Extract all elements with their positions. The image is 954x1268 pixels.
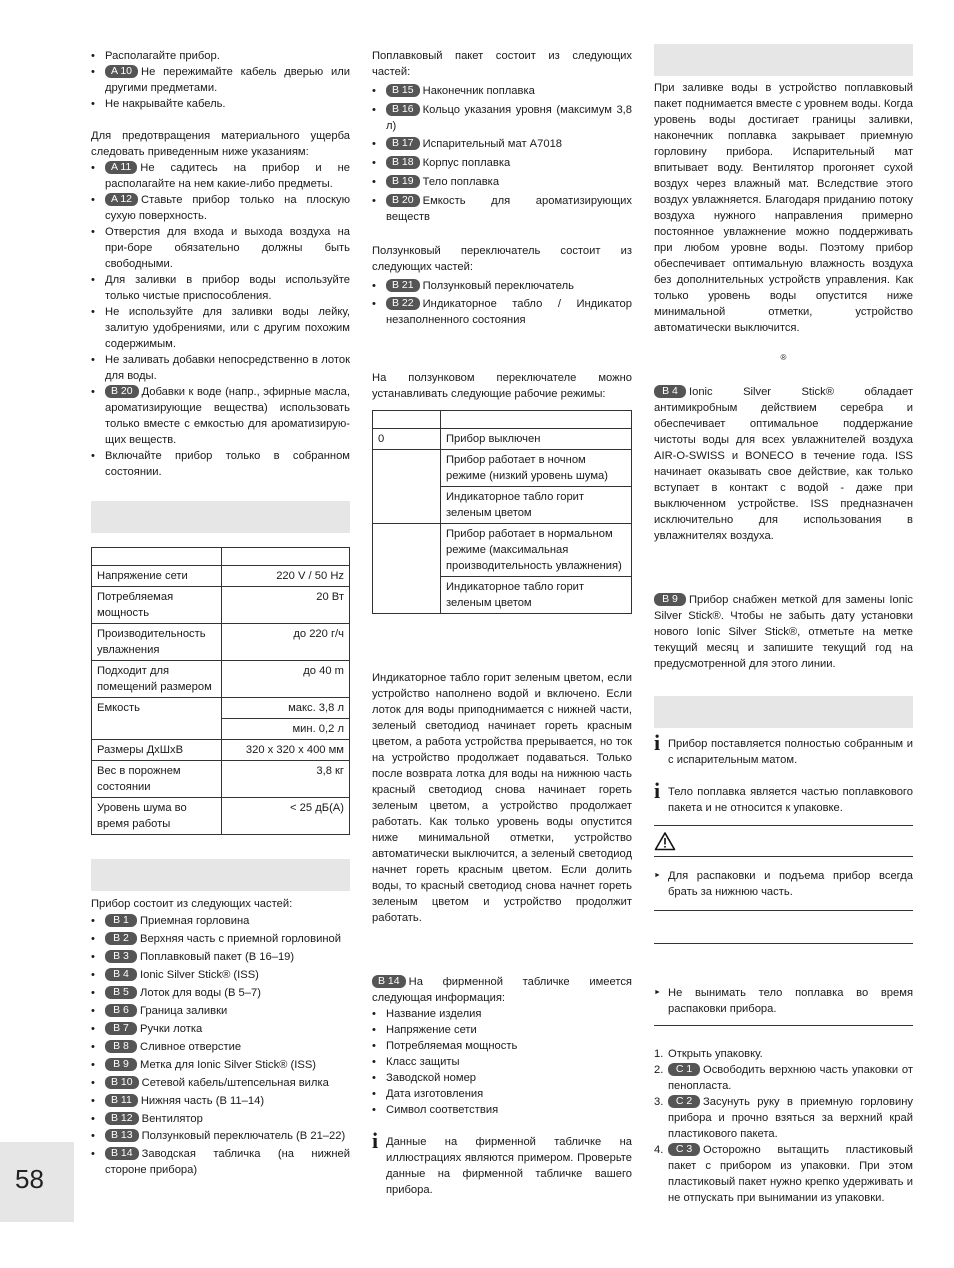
list-item: • B 1 Приемная горловина	[91, 912, 350, 930]
list-item: • Не используйте для заливки воды лейку, залитую удобрениями, или с другим похожим содержимым.	[91, 304, 350, 352]
list-item: • B 10 Сетевой кабель/штепсельная вилка	[91, 1074, 350, 1092]
list-item: • B 12 Вентилятор	[91, 1110, 350, 1128]
table-row: Уровень шума во время работы < 25 дБ(А)	[92, 798, 350, 835]
figure-ref-badge: B 18	[386, 156, 420, 169]
list-item: • B 6 Граница заливки	[91, 1002, 350, 1020]
switch-parts-list	[372, 278, 632, 328]
float-intro: Поплавковый пакет состоит из следующих частей:	[372, 50, 632, 78]
figure-ref-badge: B 19	[386, 175, 420, 188]
info-icon: i	[654, 778, 661, 803]
list-item: • Дата изготовления	[372, 1086, 632, 1102]
list-item: • B 9 Метка для Ionic Silver Stick® (ISS)	[91, 1056, 350, 1074]
list-item: • Не накрывайте кабель.	[91, 96, 350, 112]
warning-text: ► Для распаковки и подъема прибор всегда брать за нижнюю часть.	[654, 868, 913, 900]
figure-ref-badge: B 20	[386, 194, 420, 207]
unpacking-steps	[654, 1046, 913, 1206]
figure-ref-badge: A 12	[105, 193, 138, 206]
list-item: • B 13 Ползунковый переключатель (B 21–22)	[91, 1128, 350, 1144]
table-row: Индикаторное табло горит зеленым цветом	[373, 577, 632, 614]
nameplate-note: i Данные на фирменной табличке на иллюстрациях являются примером. Проверьте данные на фирменной табличке вашего прибора.	[372, 1128, 632, 1196]
list-item: • Располагайте прибор.	[91, 48, 350, 64]
iss-mark-description: B 9 Прибор снабжен меткой для замены Ionic Silver Stick®. Чтобы не забыть дату установки нового Ionic Silver Stick®, отметьте на метке текущий месяц и запишите текущий год на предусмотренной для этого линии.	[654, 593, 913, 670]
divider	[654, 1025, 913, 1026]
table-row: Напряжение сети 220 V / 50 Hz	[92, 566, 350, 587]
figure-ref-badge: B 17	[386, 137, 420, 150]
figure-ref-badge: C 1	[668, 1063, 700, 1076]
list-item: • B 20 Добавки к воде (напр., эфирные масла, ароматизирующие вещества) использовать только вместе с емкостью для ароматизирую-щих веществ.	[91, 384, 350, 448]
warning-header	[654, 826, 913, 856]
table-row: Потребляемая мощность 20 Вт	[92, 587, 350, 624]
function-description: При заливке воды в устройство поплавковый пакет поднимается вместе с уровнем воды. Когда уровень воды достигает границы заливки, наконечник поплавка закрывает приемную горловину прибора. Испарительный мат впитывает воду. Вентилятор прогоняет сухой воздух через влажный мат. Вследствие этого воздух увлажняется. Благодаря приданию потоку воздуха нужного направления примерно постоянное увлажнение можно поддерживать при любом уровне воды. Поэтому прибор обеспечивает оптимальную влажность воздуха без дополнительных устройств управления. Как только уровень воды опустится ниже минимальной отметки, устройство автоматически выключится.	[654, 82, 913, 334]
list-item: • A 12 Ставьте прибор только на плоскую сухую поверхность.	[91, 192, 350, 224]
table-row: Производительность увлажнения до 220 г/ч	[92, 624, 350, 661]
divider	[654, 943, 913, 944]
column-middle	[372, 44, 632, 1198]
table-row: Прибор работает в ночном режиме (низкий уровень шума)	[373, 450, 632, 487]
figure-ref-badge: B 5	[105, 986, 137, 999]
column-left	[91, 44, 350, 1178]
figure-ref-badge: B 4	[654, 385, 686, 398]
list-item: • B 3 Поплавковый пакет (B 16–19)	[91, 948, 350, 966]
table-row: Индикаторное табло горит зеленым цветом	[373, 487, 632, 524]
list-item: • A 11 Не садитесь на прибор и не располагайте на нем какие-либо предметы.	[91, 160, 350, 192]
figure-ref-badge: B 20	[105, 385, 139, 398]
warning-triangle-icon	[654, 831, 676, 851]
table-row: Подходит для помещений размером до 40 m	[92, 661, 350, 698]
list-item: • A 10 Не пережимайте кабель дверью или другими предметами.	[91, 64, 350, 96]
list-item: • Класс защиты	[372, 1054, 632, 1070]
figure-ref-badge: C 2	[668, 1095, 700, 1108]
list-item: • Потребляемая мощность	[372, 1038, 632, 1054]
list-item: • B 16 Кольцо указания уровня (максимум 3,8 л)	[372, 102, 632, 134]
iss-description: B 4 Ionic Silver Stick® обладает антимикробным действием серебра и обеспечивает оптимальное поддержание чистоты воды для всех увлажнителей воздуха AIR-O-SWISS и BONECO в течение года. ISS начинает оказывать свое действие, как только вступает в контакт с водой - даже при выключенном устройстве. ISS предназначен исключительно для использования в увлажнителях воздуха.	[654, 385, 913, 542]
figure-ref-badge: B 7	[105, 1022, 137, 1035]
info-icon: i	[372, 1128, 379, 1153]
info-note: i Тело поплавка является частью поплавкового пакета и не относится к упаковке.	[654, 778, 913, 814]
figure-ref-badge: B 21	[386, 279, 420, 292]
figure-ref-badge: C 3	[668, 1143, 700, 1156]
figure-ref-badge: B 8	[105, 1040, 137, 1053]
figure-ref-badge: B 16	[386, 103, 420, 116]
placement-list	[91, 48, 350, 112]
info-note: i Прибор поставляется полностью собранным и с испарительным матом.	[654, 730, 913, 766]
switch-intro: Ползунковый переключатель состоит из следующих частей:	[372, 245, 632, 273]
modes-table	[372, 410, 632, 614]
warning-header	[654, 911, 913, 943]
figure-ref-badge: B 9	[654, 593, 686, 606]
figure-ref-badge: B 14	[105, 1147, 139, 1160]
table-row: Вес в порожнем состоянии 3,8 кг	[92, 761, 350, 798]
modes-intro: На ползунковом переключателе можно устанавливать следующие рабочие режимы:	[372, 372, 632, 400]
section-header-bar	[654, 44, 913, 76]
list-item: • B 20 Емкость для ароматизирующих веществ	[372, 193, 632, 225]
column-right	[654, 44, 913, 1206]
divider	[654, 856, 913, 857]
nameplate-intro: B 14 На фирменной табличке имеется следующая информация:	[372, 975, 632, 1004]
list-item: • Для заливки в прибор воды используйте только чистые приспособления.	[91, 272, 350, 304]
list-item: • B 7 Ручки лотка	[91, 1020, 350, 1038]
figure-ref-badge: B 4	[105, 968, 137, 981]
indicator-description: Индикаторное табло горит зеленым цветом, если устройство наполнено водой и включено. Если лоток для воды приподнимается с нижней части, зеленый светодиод начинает гореть красным цветом, а работа устройства прерывается, но ток на устройство продолжает подаваться. Только после возврата лотка для воды на нижнюю часть красный светодиод снова начинает гореть зеленым цветом, а устройство продолжает работать. Как только уровень воды опустится ниже минимальной отметки, устройство автоматически выключится, а зеленый светодиод начнет гореть красным цветом. Если долить воды, то красный светодиод снова начнет гореть зеленым цветом и устройство продолжит работать.	[372, 672, 632, 924]
section-header-bar	[654, 696, 913, 728]
list-item: • Включайте прибор только в собранном состоянии.	[91, 448, 350, 480]
list-item: • B 19 Тело поплавка	[372, 174, 632, 191]
list-item: • B 18 Корпус поплавка	[372, 155, 632, 172]
page-number-box	[0, 1142, 74, 1222]
list-item: 2. C 1 Освободить верхнюю часть упаковки от пенопласта.	[654, 1063, 913, 1092]
table-row: Емкость макс. 3,8 л	[92, 698, 350, 719]
figure-ref-badge: B 9	[105, 1058, 137, 1071]
list-item: • B 22 Индикаторное табло / Индикатор незаполненного состояния	[372, 296, 632, 328]
list-item: • B 21 Ползунковый переключатель	[372, 278, 632, 294]
list-item: • B 2 Верхняя часть с приемной горловиной	[91, 930, 350, 948]
parts-list	[91, 912, 350, 1178]
parts-intro: Прибор состоит из следующих частей:	[91, 898, 293, 910]
list-item: 3. C 2 Засунуть руку в приемную горловину прибора и прочно взяться за верхний край пластикового пакета.	[654, 1095, 913, 1140]
figure-ref-badge: A 10	[105, 65, 138, 78]
warning-text: ► Не вынимать тело поплавка во время распаковки прибора.	[654, 985, 913, 1017]
figure-ref-badge: B 6	[105, 1004, 137, 1017]
list-item: • B 15 Наконечник поплавка	[372, 83, 632, 100]
float-parts-list	[372, 83, 632, 225]
list-item: • Напряжение сети	[372, 1022, 632, 1038]
list-item: 1. Открыть упаковку.	[654, 1048, 763, 1060]
section-header-bar	[91, 501, 350, 533]
info-icon: i	[654, 730, 661, 755]
registered-mark: ®	[780, 353, 787, 362]
list-item: • B 14 Заводская табличка (на нижней стороне прибора)	[91, 1146, 350, 1178]
figure-ref-badge: B 1	[105, 914, 137, 927]
table-row: мин. 0,2 л	[92, 719, 350, 740]
figure-ref-badge: B 14	[372, 975, 406, 988]
figure-ref-badge: B 11	[105, 1094, 138, 1107]
list-item: • Заводской номер	[372, 1070, 632, 1086]
section-header-bar	[91, 859, 350, 891]
page-number: 58	[15, 1164, 44, 1194]
figure-ref-badge: B 13	[105, 1129, 139, 1142]
list-item: • B 8 Сливное отверстие	[91, 1038, 350, 1056]
list-item: 4. C 3 Осторожно вытащить пластиковый пакет с прибором из упаковки. При этом пластиковый пакет нужно крепко удерживать и не отпускать при вынимании из упаковки.	[654, 1143, 913, 1204]
table-row: Прибор работает в нормальном режиме (максимальная производительность увлажнения)	[373, 524, 632, 577]
figure-ref-badge: B 12	[105, 1112, 139, 1125]
figure-ref-badge: B 10	[105, 1076, 139, 1089]
figure-ref-badge: B 2	[105, 932, 137, 945]
list-item: • B 17 Испарительный мат A7018	[372, 136, 632, 153]
nameplate-list	[372, 1006, 632, 1118]
list-item: • Отверстия для входа и выхода воздуха на при-боре обязательно должны быть свободными.	[91, 224, 350, 272]
list-item: • B 11 Нижняя часть (B 11–14)	[91, 1092, 350, 1110]
list-item: • B 5 Лоток для воды (B 5–7)	[91, 984, 350, 1002]
table-row: Размеры ДхШхВ 320 x 320 x 400 мм	[92, 740, 350, 761]
figure-ref-badge: B 22	[386, 297, 420, 310]
table-row: 0 Прибор выключен	[373, 429, 632, 450]
list-item: • Не заливать добавки непосредственно в лоток для воды.	[91, 352, 350, 384]
list-item: • Символ соответствия	[372, 1102, 632, 1118]
list-item: • B 4 Ionic Silver Stick® (ISS)	[91, 966, 350, 984]
damage-intro: Для предотвращения материального ущерба следовать приведенным ниже указаниям:	[91, 130, 350, 158]
figure-ref-badge: B 15	[386, 84, 420, 97]
list-item: • Название изделия	[372, 1006, 632, 1022]
figure-ref-badge: B 3	[105, 950, 137, 963]
damage-list	[91, 160, 350, 480]
figure-ref-badge: A 11	[105, 161, 137, 174]
spec-table	[91, 547, 350, 835]
